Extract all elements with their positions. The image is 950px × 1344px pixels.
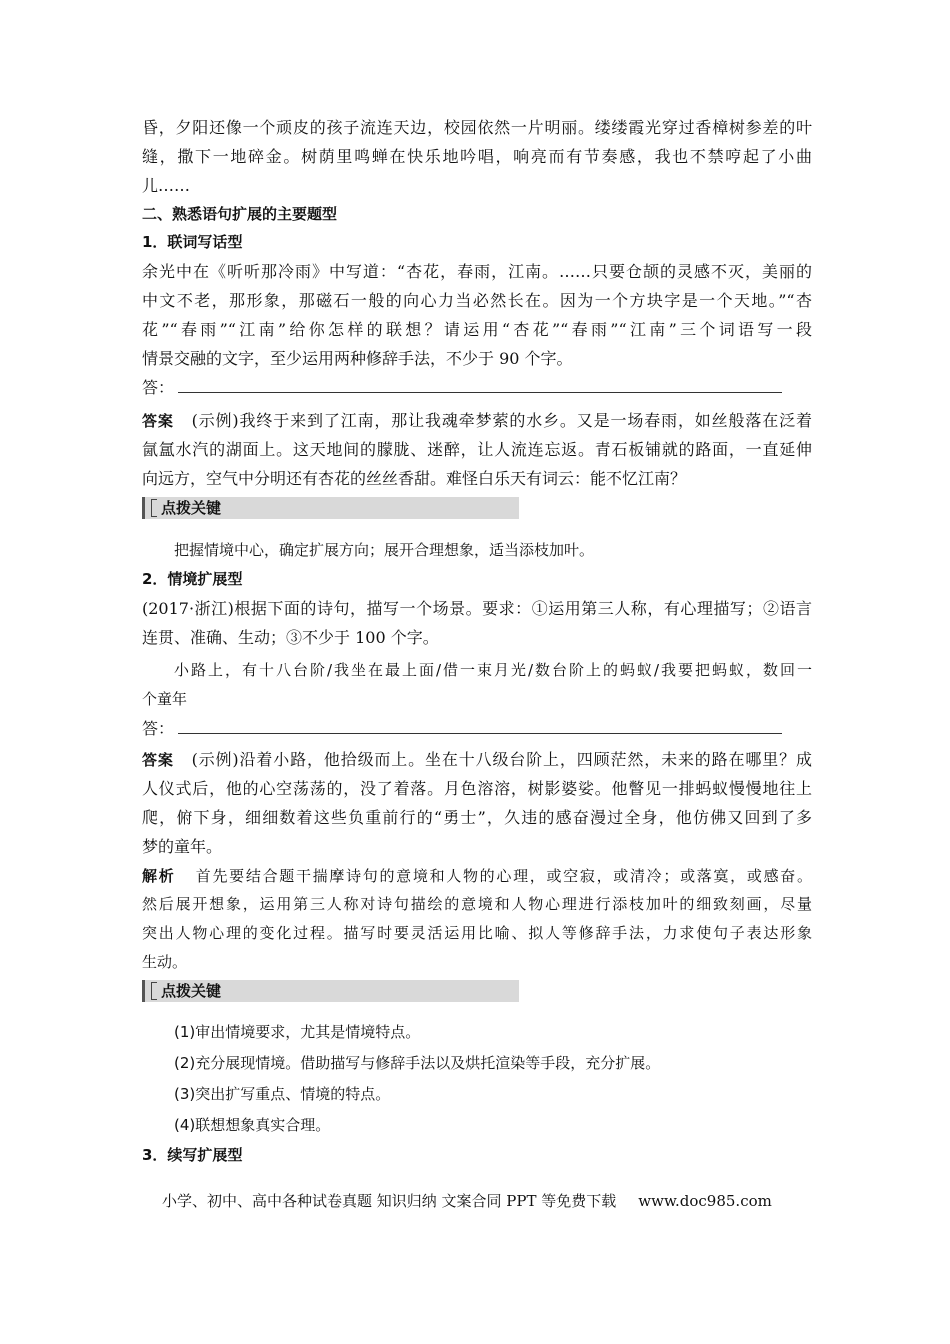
footer-site-link[interactable]: www.doc985.com [638,1192,772,1210]
answer-blank-line [178,378,782,393]
analysis-line-3: 突出人物心理的变化过程。描写时要灵活运用比喻、拟人等修辞手法，力求使句子表达形象 [142,924,812,942]
tip-title: 点拨关键 [161,499,222,517]
type1-answer-line-1 [142,406,812,436]
type1-answer-line-2: 氤氲水汽的湖面上。这天地间的朦胧、迷醉，让人流连忘返。青石板铺就的路面，一直延伸 [142,440,812,459]
analysis-label: 解析 [142,867,176,885]
type1-tip-text: 把握情境中心，确定扩展方向；展开合理想象，适当添枝加叶。 [174,541,595,559]
type1-question-line-3: 花”“春雨”“江南”给你怎样的联想？请运用“杏花”“春雨”“江南”三个词语写一段 [142,320,812,339]
type2-answer-line-3: 爬，俯下身，细细数着这些负重前行的“勇士”，久违的感奋漫过全身，他仿佛又回到了多 [142,808,812,827]
type1-answer-line-3: 向远方，空气中分明还有杏花的丝丝香甜。难怪白乐天有词云：能不忆江南？ [142,469,687,488]
type1-question-line-2: 中文不老，那形象，那磁石一般的向心力当必然长在。因为一个方块字是一个天地。”“杏 [142,291,812,310]
analysis-line-2: 然后展开想象，运用第三人称对诗句描绘的意境和人物心理进行添枝加叶的细致刻画，尽量 [142,895,812,913]
type2-answer-line-1 [142,745,812,775]
type1-question-line-4: 情景交融的文字，至少运用两种修辞手法，不少于 90 个字。 [142,349,573,368]
tip-box-2 [142,980,519,1002]
bracket-icon [151,499,157,517]
poem-line-1: 小路上，有十八台阶/我坐在最上面/借一束月光/数台阶上的蚂蚁/我要把蚂蚁，数回一 [174,661,812,679]
type1-question-line-1: 余光中在《听听那冷雨》中写道：“杏花，春雨，江南。……只要仓颉的灵感不灭，美丽的 [142,262,812,281]
tip-item-4: (4)联想想象真实合理。 [174,1116,331,1134]
analysis-line-1 [142,861,812,891]
type2-answer-line-2: 人仪式后，他的心空荡荡的，没了着落。月色溶溶，树影婆娑。他瞥见一排蚂蚁慢慢地往上 [142,779,812,798]
analysis-line-4: 生动。 [142,953,188,971]
type2-question-line-1: (2017·浙江)根据下面的诗句，描写一个场景。要求：①运用第三人称，有心理描写；②语言 [142,599,812,618]
type2-answer-field[interactable] [142,714,812,743]
bracket-icon [151,982,157,1000]
section-heading: 二、熟悉语句扩展的主要题型 [142,205,338,223]
type2-heading: 2．情境扩展型 [142,570,243,588]
type2-question-line-2: 连贯、准确、生动；③不少于 100 个字。 [142,628,439,647]
type3-heading: 3．续写扩展型 [142,1146,243,1164]
tip-box-1 [142,497,519,519]
footer-text: 小学、初中、高中各种试卷真题 知识归纳 文案合同 PPT 等免费下载 [162,1192,617,1210]
page-footer [162,1189,772,1213]
tip-item-3: (3)突出扩写重点、情境的特点。 [174,1085,391,1103]
tip-item-1: (1)审出情境要求，尤其是情境特点。 [174,1023,421,1041]
answer-prompt: 答： [142,719,175,738]
tip-title: 点拨关键 [161,982,222,1000]
answer-text: (示例)沿着小路，他拾级而上。坐在十八级台阶上，四顾茫然，未来的路在哪里？成 [191,750,812,769]
tip-item-2: (2)充分展现情境。借助描写与修辞手法以及烘托渲染等手段，充分扩展。 [174,1054,661,1072]
answer-label: 答案 [142,751,174,769]
intro-line-1: 昏，夕阳还像一个顽皮的孩子流连天边，校园依然一片明丽。缕缕霞光穿过香樟树参差的叶 [142,118,812,137]
poem-line-2: 个童年 [142,690,188,708]
intro-line-2: 缝，撒下一地碎金。树荫里鸣蝉在快乐地吟唱，响亮而有节奏感，我也不禁哼起了小曲 [142,147,812,166]
intro-line-3: 儿…… [142,176,191,195]
answer-blank-line [178,719,782,734]
answer-prompt: 答： [142,378,175,397]
analysis-text: 首先要结合题干揣摩诗句的意境和人物的心理，或空寂，或清冷；或落寞，或感奋。 [195,867,812,885]
type2-answer-line-4: 梦的童年。 [142,837,223,856]
answer-label: 答案 [142,412,174,430]
type1-answer-field[interactable] [142,373,812,402]
type1-heading: 1．联词写话型 [142,233,243,251]
answer-text: (示例)我终于来到了江南，那让我魂牵梦萦的水乡。又是一场春雨，如丝般落在泛着 [191,411,812,430]
